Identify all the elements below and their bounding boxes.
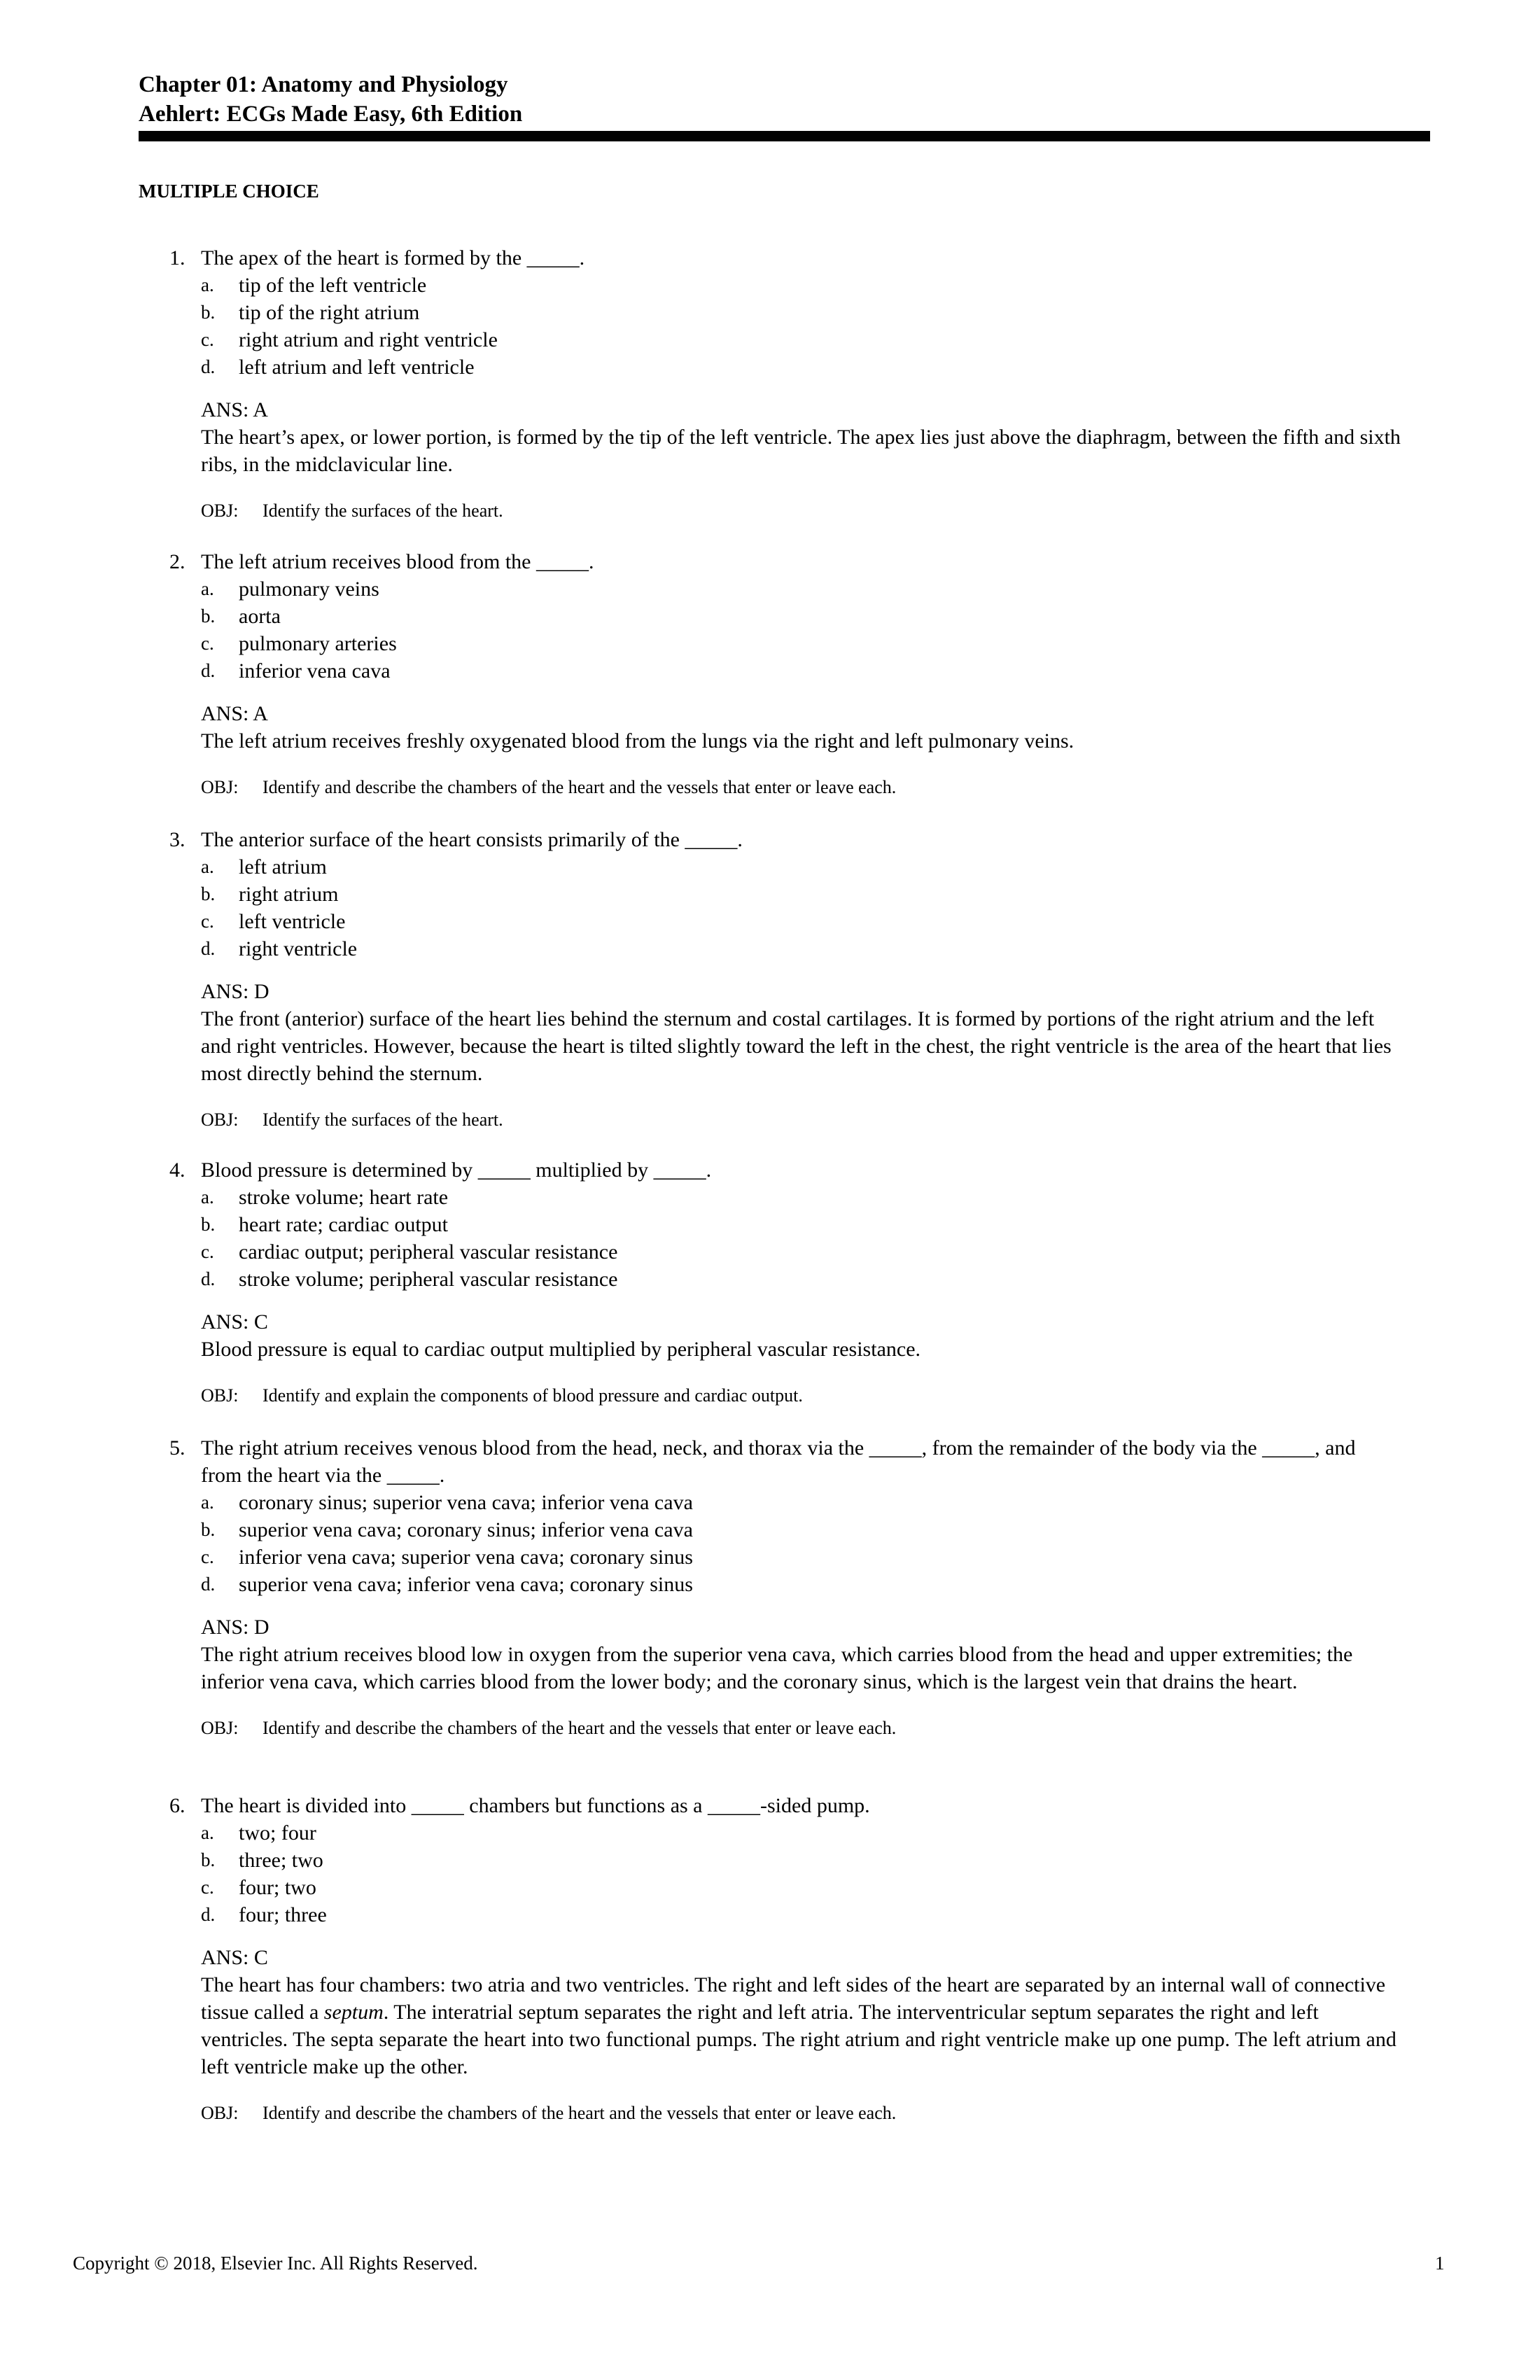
option-letter: b.	[201, 1214, 216, 1235]
option-item	[201, 1184, 1401, 1211]
option-text: superior vena cava; inferior vena cava; coronary sinus	[239, 1573, 693, 1596]
question-number: 2.	[169, 550, 186, 573]
answer-key: ANS: D	[201, 980, 270, 1003]
answer-key: ANS: A	[201, 398, 268, 421]
question-block	[169, 548, 1401, 799]
option-letter: d.	[201, 660, 216, 681]
question-line	[169, 548, 1401, 575]
option-text: stroke volume; peripheral vascular resistance	[239, 1268, 618, 1291]
option-letter: c.	[201, 1877, 214, 1898]
answer-explanation	[201, 1641, 1401, 1695]
option-text: tip of the left ventricle	[239, 274, 427, 297]
explanation-text: The heart’s apex, or lower portion, is formed by the tip of the left ventricle. The apex lies just above the diaphragm, between the fifth and sixth ribs, in the midclavicular line.	[201, 426, 1401, 476]
objective-text: Identify and describe the chambers of the heart and the vessels that enter or leave each.	[262, 1718, 897, 1738]
option-text: aorta	[239, 605, 281, 628]
question-line	[169, 1156, 1401, 1184]
question-block	[169, 1792, 1401, 2125]
option-text: left ventricle	[239, 910, 346, 933]
option-letter: d.	[201, 1268, 216, 1289]
option-text: cardiac output; peripheral vascular resistance	[239, 1240, 618, 1264]
objective-label: OBJ:	[201, 1718, 239, 1738]
option-letter: b.	[201, 606, 216, 626]
question-number: 3.	[169, 828, 186, 851]
option-item	[201, 1238, 1401, 1266]
option-text: four; two	[239, 1876, 316, 1899]
option-item	[201, 1819, 1401, 1847]
objective-text: Identify the surfaces of the heart.	[262, 500, 503, 521]
answer-explanation	[201, 1336, 1401, 1363]
answer-key: ANS: D	[201, 1616, 270, 1639]
objective-label: OBJ:	[201, 500, 239, 521]
option-item	[201, 657, 1401, 685]
question-block	[169, 826, 1401, 1132]
option-item	[201, 1571, 1401, 1598]
objective-label: OBJ:	[201, 1110, 239, 1130]
answer-explanation	[201, 1005, 1401, 1087]
page-number: 1	[1435, 2253, 1445, 2274]
question-text: The right atrium receives venous blood from the head, neck, and thorax via the _____, from the remainder of the body via the _____, and from the heart via the _____.	[201, 1436, 1356, 1487]
option-item	[201, 299, 1401, 326]
question-block	[169, 1434, 1401, 1740]
objective-text: Identify and explain the components of blood pressure and cardiac output.	[262, 1385, 803, 1406]
option-text: superior vena cava; coronary sinus; inferior vena cava	[239, 1518, 693, 1541]
option-item	[201, 272, 1401, 299]
option-item	[201, 1211, 1401, 1238]
question-text: The left atrium receives blood from the _____.	[201, 550, 594, 573]
option-item	[201, 326, 1401, 354]
option-text: tip of the right atrium	[239, 301, 420, 324]
objective	[201, 776, 1401, 799]
question-text: The heart is divided into _____ chambers but functions as a _____-sided pump.	[201, 1794, 870, 1817]
header-rule	[139, 131, 1430, 141]
answer-explanation	[201, 1971, 1401, 2080]
option-text: two; four	[239, 1821, 316, 1844]
question-text: The apex of the heart is formed by the _____.	[201, 246, 585, 270]
answer-key: ANS: C	[201, 1310, 268, 1334]
option-item	[201, 1901, 1401, 1928]
objective	[201, 1108, 1401, 1132]
objective	[201, 1716, 1401, 1740]
option-item	[201, 1874, 1401, 1901]
option-letter: c.	[201, 1546, 214, 1567]
question-number: 6.	[169, 1794, 186, 1817]
option-item	[201, 354, 1401, 381]
option-letter: c.	[201, 1241, 214, 1262]
option-text: coronary sinus; superior vena cava; inferior vena cava	[239, 1491, 693, 1514]
objective-label: OBJ:	[201, 777, 239, 797]
emphasized-term: septum	[323, 2001, 384, 2024]
option-letter: a.	[201, 1822, 214, 1843]
option-letter: c.	[201, 911, 214, 932]
option-item	[201, 1266, 1401, 1293]
option-text: inferior vena cava	[239, 659, 391, 682]
option-item	[201, 630, 1401, 657]
option-letter: d.	[201, 356, 216, 377]
objective-label: OBJ:	[201, 1385, 239, 1406]
option-item	[201, 881, 1401, 908]
question-text: Blood pressure is determined by _____ multiplied by _____.	[201, 1158, 712, 1182]
answer-key: ANS: A	[201, 702, 268, 725]
question-block	[169, 1156, 1401, 1408]
option-letter: b.	[201, 1849, 216, 1870]
option-list	[201, 853, 1401, 962]
objective-text: Identify the surfaces of the heart.	[262, 1110, 503, 1130]
book-title: Aehlert: ECGs Made Easy, 6th Edition	[139, 102, 523, 127]
question-block	[169, 244, 1401, 523]
option-item	[201, 603, 1401, 630]
question-number: 5.	[169, 1436, 186, 1460]
question-line	[169, 1434, 1401, 1489]
option-text: pulmonary veins	[239, 578, 379, 601]
option-text: pulmonary arteries	[239, 632, 397, 655]
option-list	[201, 575, 1401, 685]
option-letter: d.	[201, 1904, 216, 1925]
answer-key: ANS: C	[201, 1946, 268, 1969]
option-item	[201, 853, 1401, 881]
option-text: inferior vena cava; superior vena cava; coronary sinus	[239, 1546, 693, 1569]
copyright: Copyright © 2018, Elsevier Inc. All Rights Reserved.	[73, 2253, 478, 2274]
option-text: right atrium and right ventricle	[239, 328, 498, 351]
chapter-title: Chapter 01: Anatomy and Physiology	[139, 72, 508, 97]
option-item	[201, 1847, 1401, 1874]
option-letter: b.	[201, 302, 216, 323]
option-list	[201, 272, 1401, 381]
objective-text: Identify and describe the chambers of the heart and the vessels that enter or leave each.	[262, 777, 897, 797]
option-letter: d.	[201, 938, 216, 959]
option-letter: a.	[201, 1492, 214, 1513]
option-text: three; two	[239, 1849, 323, 1872]
option-letter: a.	[201, 274, 214, 295]
answer-explanation	[201, 424, 1401, 478]
objective	[201, 1384, 1401, 1408]
objective-label: OBJ:	[201, 2103, 239, 2123]
option-item	[201, 908, 1401, 935]
option-item	[201, 935, 1401, 962]
option-letter: d.	[201, 1574, 216, 1595]
option-item	[201, 1489, 1401, 1516]
option-list	[201, 1819, 1401, 1928]
option-letter: c.	[201, 633, 214, 654]
question-number: 1.	[169, 246, 186, 270]
question-line	[169, 244, 1401, 272]
option-letter: b.	[201, 883, 216, 904]
section-title: MULTIPLE CHOICE	[139, 181, 319, 202]
question-line	[169, 826, 1401, 853]
option-text: four; three	[239, 1903, 327, 1926]
option-list	[201, 1184, 1401, 1293]
question-text: The anterior surface of the heart consists primarily of the _____.	[201, 828, 743, 851]
explanation-text: The left atrium receives freshly oxygenated blood from the lungs via the right and left pulmonary veins.	[201, 729, 1074, 752]
answer-explanation	[201, 727, 1401, 755]
option-item	[201, 1544, 1401, 1571]
explanation-text: . The interatrial septum separates the right and left atria. The interventricular septum separates the right and left ventricles. The septa separate the heart into two functional pumps. The right atrium and right ventricle make up one pump. The left atrium and left ventricle make up the other.	[201, 2001, 1396, 2078]
option-text: left atrium	[239, 855, 327, 878]
objective	[201, 499, 1401, 523]
option-text: left atrium and left ventricle	[239, 356, 475, 379]
explanation-text: The heart has four chambers: two atria and two ventricles. The right and left sides of the heart are separated by an internal wall of connective tissue called a	[201, 1973, 1386, 2024]
option-letter: a.	[201, 1186, 214, 1208]
option-letter: a.	[201, 856, 214, 877]
explanation-text: Blood pressure is equal to cardiac output multiplied by peripheral vascular resistance.	[201, 1338, 921, 1361]
option-text: right atrium	[239, 883, 339, 906]
objective	[201, 2101, 1401, 2125]
option-text: heart rate; cardiac output	[239, 1213, 449, 1236]
explanation-text: The front (anterior) surface of the heart lies behind the sternum and costal cartilages. It is formed by portions of the right atrium and the left and right ventricles. However, because the heart is tilted slightly toward the left in the chest, the right ventricle is the area of the heart that lies most directly behind the sternum.	[201, 1007, 1392, 1085]
option-item	[201, 575, 1401, 603]
objective-text: Identify and describe the chambers of the heart and the vessels that enter or leave each.	[262, 2103, 897, 2123]
option-text: right ventricle	[239, 937, 358, 960]
option-item	[201, 1516, 1401, 1544]
option-text: stroke volume; heart rate	[239, 1186, 449, 1209]
explanation-text: The right atrium receives blood low in oxygen from the superior vena cava, which carries blood from the head and upper extremities; the inferior vena cava, which carries blood from the lower body; and the coronary sinus, which is the largest vein that drains the heart.	[201, 1643, 1353, 1693]
question-number: 4.	[169, 1158, 186, 1182]
option-letter: b.	[201, 1519, 216, 1540]
option-letter: a.	[201, 578, 214, 599]
option-letter: c.	[201, 329, 214, 350]
option-list	[201, 1489, 1401, 1598]
question-line	[169, 1792, 1401, 1819]
